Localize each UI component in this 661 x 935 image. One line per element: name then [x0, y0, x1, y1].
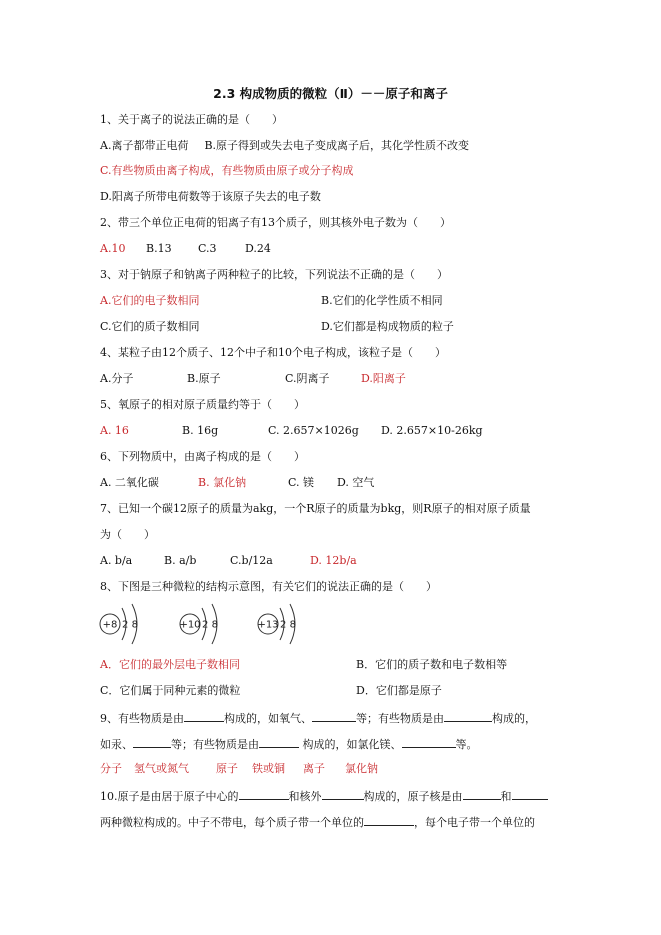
q9-answer-4: 铁或铜: [252, 762, 285, 775]
q10-text-6: ，每个电子带一个单位的: [414, 816, 535, 829]
q4-option-d: D.阳离子: [361, 372, 406, 385]
q3-stem: 3、对于钠原子和钠离子两种粒子的比较，下列说法不正确的是（ ）: [100, 268, 448, 281]
q6-option-b: B. 氯化钠: [198, 476, 247, 489]
q10-text-3: 构成的，原子核是由: [363, 790, 463, 803]
q8-stem: 8、下图是三种微粒的结构示意图，有关它们的说法正确的是（ ）: [100, 580, 437, 593]
q9-line1: [100, 710, 536, 726]
atom-3-nucleus: +13: [257, 619, 279, 631]
q9-answer-2: 氢气或氮气: [134, 762, 189, 775]
q10-line1: [100, 788, 548, 804]
q8-option-c: C．它们属于同种元素的微粒: [100, 684, 241, 697]
page-title: 2.3 构成物质的微粒（Ⅱ）－－原子和离子: [213, 86, 448, 101]
q2-option-c: C.3: [198, 242, 217, 255]
q4-option-b: B.原子: [187, 372, 221, 385]
q1-stem: 1、关于离子的说法正确的是（ ）: [100, 113, 283, 126]
q9-blank-4[interactable]: [133, 736, 171, 748]
q10-text-1: 10.原子是由居于原子中心的: [100, 790, 239, 803]
q7-stem-line1: 7、已知一个碳12原子的质量为akg，一个R原子的质量为bkg，则R原子的相对原子质量: [100, 502, 531, 515]
q10-blank-4[interactable]: [512, 788, 548, 800]
q1-option-c: C.有些物质由离子构成，有些物质由原子或分子构成: [100, 164, 354, 177]
q10-blank-3[interactable]: [463, 788, 501, 800]
q7-stem-line2: 为（ ）: [100, 528, 155, 541]
q10-blank-1[interactable]: [239, 788, 289, 800]
q1-options-ab: [100, 139, 469, 153]
q10-text-2: 和核外: [288, 790, 322, 803]
atom-3-shells: 2 8: [280, 619, 296, 631]
q9-answer-1: 分子: [100, 762, 122, 775]
atom-diagram-2: [179, 604, 218, 644]
q7-option-b: B. a/b: [164, 554, 197, 567]
q4-option-a: A.分子: [100, 372, 134, 385]
q9-blank-1[interactable]: [184, 710, 224, 722]
q3-option-d: D.它们都是构成物质的粒子: [321, 320, 454, 333]
q4-option-c: C.阴离子: [285, 372, 330, 385]
q10-text-5: 两种微粒构成的。中子不带电，每个质子带一个单位的: [100, 816, 364, 829]
q2-stem: 2、带三个单位正电荷的铝离子有13个质子，则其核外电子数为（ ）: [100, 216, 451, 229]
q7-option-a: A. b/a: [100, 554, 133, 567]
q9-text-5: 如汞、: [100, 738, 133, 751]
q9-blank-5[interactable]: [259, 736, 299, 748]
atom-1-shells: 2 8: [122, 619, 138, 631]
q9-line2: [100, 736, 478, 752]
q9-text-3: 等；有些物质是由: [356, 712, 444, 725]
q7-option-c: C.b/12a: [230, 554, 273, 567]
q9-blank-3[interactable]: [444, 710, 492, 722]
q6-option-c: C. 镁: [288, 476, 315, 489]
q5-option-c: C. 2.657×1026g: [268, 424, 359, 437]
q9-text-7: 构成的，如氯化镁、: [299, 738, 402, 751]
q5-option-a: A. 16: [100, 424, 129, 437]
q9-blank-6[interactable]: [402, 736, 456, 748]
atom-diagram-1: [100, 604, 138, 644]
q9-text-1: 9、有些物质是由: [100, 712, 184, 725]
q2-option-d: D.24: [245, 242, 271, 255]
q1-option-b: B.原子得到或失去电子变成离子后，其化学性质不改变: [204, 139, 470, 152]
q6-stem: 6、下列物质中，由离子构成的是（ ）: [100, 450, 305, 463]
atom-2-shells: 2 8: [202, 619, 218, 631]
q9-answer-3: 原子: [216, 762, 238, 775]
q5-option-b: B. 16g: [182, 424, 219, 437]
q10-line2: [100, 814, 535, 830]
q1-option-d: D.阳离子所带电荷数等于该原子失去的电子数: [100, 190, 321, 203]
q8-option-a: A．它们的最外层电子数相同: [100, 658, 240, 671]
q5-stem: 5、氧原子的相对原子质量约等于（ ）: [100, 398, 305, 411]
q10-blank-5[interactable]: [364, 814, 414, 826]
q5-option-d: D. 2.657×10-26kg: [381, 424, 483, 437]
atom-diagram-3: [257, 604, 296, 644]
q10-text-4: 和: [500, 790, 512, 803]
q2-option-b: B.13: [146, 242, 172, 255]
q10-blank-2[interactable]: [322, 788, 364, 800]
q3-option-c: C.它们的质子数相同: [100, 320, 200, 333]
q9-text-2: 构成的，如氧气、: [224, 712, 312, 725]
q9-text-6: 等；有些物质是由: [171, 738, 259, 751]
q9-blank-2[interactable]: [312, 710, 356, 722]
q2-option-a: A.10: [100, 242, 126, 255]
q3-option-a: A.它们的电子数相同: [100, 294, 200, 307]
q1-option-a: A.离子都带正电荷: [100, 139, 189, 152]
q9-answer-5: 离子: [303, 762, 325, 775]
q9-text-8: 等。: [455, 738, 478, 751]
q9-answer-6: 氯化钠: [345, 762, 378, 775]
q7-option-d: D. 12b/a: [310, 554, 357, 567]
q6-option-d: D. 空气: [337, 476, 375, 489]
atom-1-nucleus: +8: [102, 619, 118, 631]
q9-text-4: 构成的，: [492, 712, 536, 725]
atom-structure-diagrams: [98, 602, 308, 646]
q3-option-b: B.它们的化学性质不相同: [321, 294, 443, 307]
q6-option-a: A. 二氧化碳: [100, 476, 159, 489]
q4-stem: 4、某粒子由12个质子、12个中子和10个电子构成，该粒子是（ ）: [100, 346, 446, 359]
atom-2-nucleus: +10: [179, 619, 201, 631]
q8-option-d: D．它们都是原子: [356, 684, 442, 697]
q8-option-b: B．它们的质子数和电子数相等: [356, 658, 508, 671]
